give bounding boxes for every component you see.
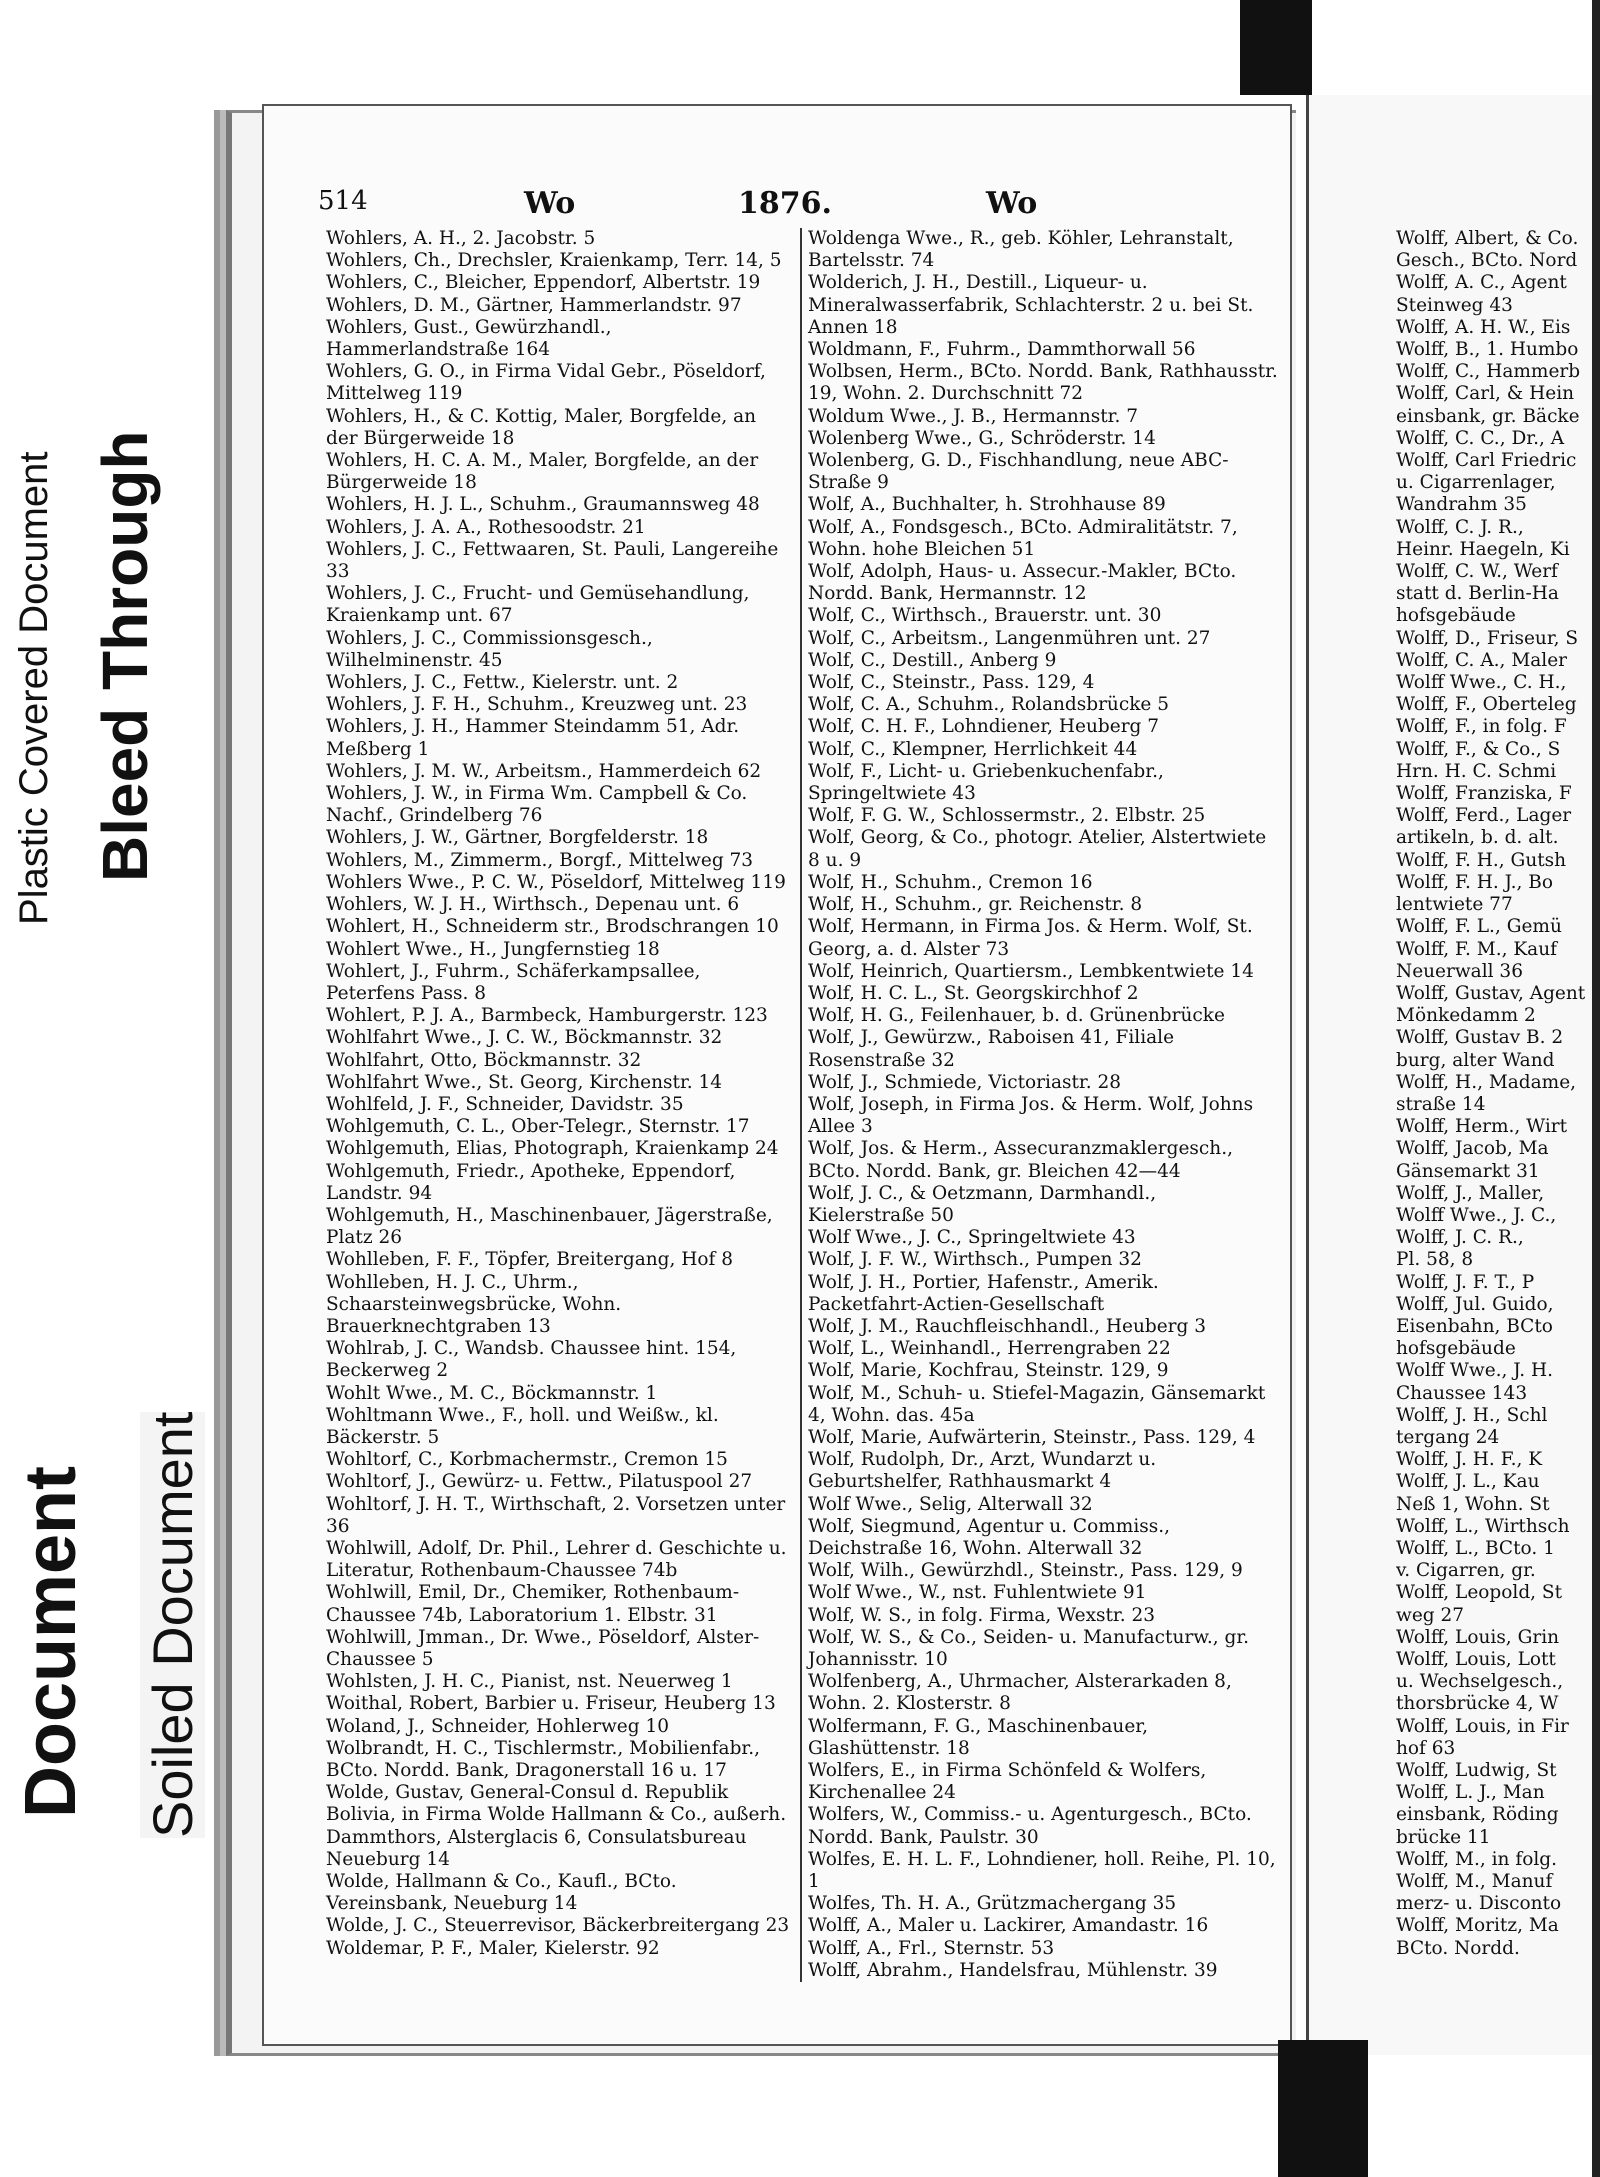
directory-entry: Wolf, C., Wirthsch., Brauerstr. unt. 30 [808,605,1162,627]
directory-entry: Wohlers, H. C. A. M., Maler, Borgfelde, an der Bürgerweide 18 [326,450,759,494]
binding-clip-top [1240,0,1312,95]
directory-entry: Wohlers, J. W., Gärtner, Borgfelderstr. 18 [326,827,709,849]
directory-entry: Wohlers, C., Bleicher, Eppendorf, Albertstr. 19 [326,272,761,294]
header-right-word: Wo [986,186,1038,221]
directory-entry: Wolf, M., Schuh- u. Stiefel-Magazin, Gänsemarkt 4, Wohn. das. 45a [808,1382,1266,1426]
directory-entry: Wolfers, W., Commiss.- u. Agenturgesch., BCto. Nordd. Bank, Paulstr. 30 [808,1804,1252,1848]
directory-entry: Eisenbahn, BCto [1396,1315,1553,1337]
directory-entry: Woldmann, F., Fuhrm., Dammthorwall 56 [808,339,1196,361]
directory-entry: hof 63 [1396,1737,1456,1759]
directory-entry: Wolfenberg, A., Uhrmacher, Alsterarkaden 8, Wohn. 2. Klosterstr. 8 [808,1671,1232,1715]
directory-entry: Wohlfahrt Wwe., J. C. W., Böckmannstr. 32 [326,1027,723,1049]
directory-entry: Wolff, C. J. R., [1396,516,1524,538]
directory-entry: Wolff, Jacob, Ma [1396,1138,1549,1160]
directory-entry: Wolf, C., Klempner, Herrlichkeit 44 [808,738,1138,760]
directory-entry: Wolff, F. M., Kauf [1396,938,1557,960]
directory-entry: Wolff, C. C., Dr., A [1396,427,1565,449]
directory-entry: Wohlers, G. O., in Firma Vidal Gebr., Pöseldorf, Mittelweg 119 [326,361,766,405]
directory-entry: Wolf, Rudolph, Dr., Arzt, Wundarzt u. Geburtshelfer, Rathhausmarkt 4 [808,1449,1157,1493]
directory-entry: Wolf, A., Buchhalter, h. Strohhause 89 [808,494,1166,516]
directory-entry: Wohlwill, Adolf, Dr. Phil., Lehrer d. Geschichte u. Literatur, Rothenbaum-Chaussee 74b [326,1537,787,1582]
directory-entry: Wolf, H., Schuhm., gr. Reichenstr. 8 [808,894,1143,916]
directory-entry: Wolf, C. H. F., Lohndiener, Heuberg 7 [808,716,1160,738]
directory-entry: lentwiete 77 [1396,894,1513,916]
directory-entry: Pl. 58, 8 [1396,1249,1474,1271]
directory-entry: Wolf, J. H., Portier, Hafenstr., Amerik. Packetfahrt-Actien-Gesellschaft [808,1271,1159,1315]
directory-entry: Wolf, J., Gewürzw., Raboisen 41, Filiale Rosenstraße 32 [808,1027,1175,1071]
directory-entry: Wolff, J. F. T., P [1396,1271,1535,1293]
directory-entry: Wohlers, D. M., Gärtner, Hammerlandstr. 97 [326,294,742,316]
directory-entry: Wolff, L., Wirthsch [1396,1515,1570,1537]
directory-entry: Wohlwill, Jmman., Dr. Wwe., Pöseldorf, Alster-Chaussee 5 [326,1626,760,1670]
directory-entry: Neuerwall 36 [1396,960,1523,982]
directory-entry: Wohlfeld, J. F., Schneider, Davidstr. 35 [326,1093,684,1115]
directory-entry: Wolf, H., Schuhm., Cremon 16 [808,871,1093,893]
directory-entry: Wolf, W. S., & Co., Seiden- u. Manufacturw., gr. Johannisstr. 10 [808,1626,1250,1670]
directory-entry: Wolff, H., Madame, [1396,1071,1577,1093]
directory-entry: Wolff, L. J., Man [1396,1782,1545,1804]
directory-entry: Woldenga Wwe., R., geb. Köhler, Lehranstalt, Bartelsstr. 74 [808,228,1234,272]
directory-entry: Wolff Wwe., C. H., [1396,672,1567,694]
directory-entry: Wohlers, J. F. H., Schuhm., Kreuzweg unt. 23 [326,694,748,716]
directory-entry: Woldemar, P. F., Maler, Kielerstr. 92 [326,1937,660,1959]
directory-entry: Wohlers, J. C., Fettw., Kielerstr. unt. 2 [326,672,679,694]
directory-entry: Wohlleben, F. F., Töpfer, Breitergang, Hof 8 [326,1249,734,1271]
directory-entry: Wolff, C. W., Werf [1396,561,1558,583]
directory-entry: Wolff, C. A., Maler [1396,649,1567,671]
directory-entry: brücke 11 [1396,1826,1491,1848]
directory-entry: weg 27 [1396,1604,1465,1626]
directory-entry: Wolff, M., in folg. [1396,1848,1557,1870]
directory-entry: Wolff, Carl Friedric [1396,450,1577,472]
directory-entry: Wolf, Marie, Aufwärterin, Steinstr., Pass. 129, 4 [808,1426,1256,1448]
directory-entry: Wolff, Ferd., Lager [1396,805,1572,827]
directory-entry: Wohltorf, C., Korbmachermstr., Cremon 15 [326,1449,728,1471]
directory-entry: Wolff, Louis, Grin [1396,1626,1560,1648]
directory-entry: Wolff, M., Manuf [1396,1871,1553,1893]
directory-entry: Chaussee 143 [1396,1382,1528,1404]
directory-entry: Wolff, F., & Co., S [1396,738,1561,760]
directory-entry: Wolde, Hallmann & Co., Kaufl., BCto. Vereinsbank, Neueburg 14 [326,1871,677,1915]
directory-entry: Wolff, A. C., Agent [1396,272,1567,294]
directory-entry: Wolff, Jul. Guido, [1396,1293,1554,1315]
directory-entry: Wolf, J. M., Rauchfleischhandl., Heuberg 3 [808,1315,1207,1337]
directory-entry: Wohlert, P. J. A., Barmbeck, Hamburgerstr. 123 [326,1005,768,1027]
directory-entry: tergang 24 [1396,1426,1500,1448]
directory-entry: Wolf, F. G. W., Schlossermstr., 2. Elbstr. 25 [808,805,1206,827]
directory-entry: Wolff, A., Frl., Sternstr. 53 [808,1937,1055,1959]
directory-entry: u. Cigarrenlager, [1396,472,1556,494]
directory-entry: Wolde, J. C., Steuerrevisor, Bäckerbreitergang 23 [326,1915,790,1937]
directory-entry: Wolf, Hermann, in Firma Jos. & Herm. Wolf, St. Georg, a. d. Alster 73 [808,916,1253,960]
directory-entry: Wolff, F. H. J., Bo [1396,871,1554,893]
directory-entry: Wohlsten, J. H. C., Pianist, nst. Neuerweg 1 [326,1671,733,1693]
directory-entry: statt d. Berlin-Ha [1396,583,1559,605]
directory-entry: Wolf, A., Fondsgesch., BCto. Admiralitätstr. 7, Wohn. hohe Bleichen 51 [808,516,1238,560]
directory-entry: u. Wechselgesch., [1396,1671,1564,1693]
directory-entry: straße 14 [1396,1093,1486,1115]
directory-entry: Wolff, B., 1. Humbo [1396,339,1579,361]
directory-entry: Wohlwill, Emil, Dr., Chemiker, Rothenbaum-Chaussee 74b, Laboratorium 1. Elbstr. 31 [326,1582,740,1626]
directory-entry: einsbank, Röding [1396,1804,1559,1826]
directory-entry: Wandrahm 35 [1396,494,1527,516]
directory-entry: Wolf, Marie, Kochfrau, Steinstr. 129, 9 [808,1360,1169,1382]
directory-column-2 [800,228,1278,1982]
directory-entry: Wohlers, H., & C. Kottig, Maler, Borgfelde, an der Bürgerweide 18 [326,405,757,449]
directory-entry: Wolff, J. L., Kau [1396,1471,1540,1493]
directory-column-1 [326,228,792,1960]
directory-entry: Wolff, Moritz, Ma [1396,1915,1559,1937]
directory-entry: Wolff, Gustav, Agent [1396,982,1586,1004]
directory-entry: Wolf, C., Arbeitsm., Langenmühren unt. 27 [808,627,1211,649]
directory-entry: Wolff Wwe., J. H. [1396,1360,1554,1382]
directory-entry: Wolff, Carl, & Hein [1396,383,1575,405]
directory-entry: Wolff, L., BCto. 1 [1396,1537,1555,1559]
directory-entry: Wohlers, J. C., Fettwaaren, St. Pauli, Langereihe 33 [326,538,779,583]
directory-entry: Wolf, J., Schmiede, Victoriastr. 28 [808,1071,1122,1093]
directory-entry: Wohltorf, J. H. T., Wirthschaft, 2. Vorsetzen unter 36 [326,1493,786,1537]
directory-entry: merz- u. Disconto [1396,1893,1562,1915]
directory-entry: Wohlgemuth, Elias, Photograph, Kraienkamp 24 [326,1138,779,1160]
header-left-word: Wo [524,186,576,221]
directory-entry: Wolff, J. H., Schl [1396,1404,1548,1426]
directory-entry: Wolf, C. A., Schuhm., Rolandsbrücke 5 [808,694,1170,716]
directory-entry: Wolff Wwe., J. C., [1396,1204,1557,1226]
directory-entry: Wolbsen, Herm., BCto. Nordd. Bank, Rathhausstr. 19, Wohn. 2. Durchschnitt 72 [808,361,1278,405]
directory-entry: Wolf, Siegmund, Agentur u. Commiss., Deichstraße 16, Wohn. Alterwall 32 [808,1515,1170,1559]
directory-entry: Wolff, J. H. F., K [1396,1449,1543,1471]
directory-entry: Woldum Wwe., J. B., Hermannstr. 7 [808,405,1139,427]
directory-entry: Wolff, A., Maler u. Lackirer, Amandastr. 16 [808,1915,1209,1937]
facing-page-column [1396,228,1600,1960]
directory-entry: Wohlers, M., Zimmerm., Borgf., Mittelweg 73 [326,849,754,871]
directory-entry: hofsgebäude [1396,605,1516,627]
directory-entry: thorsbrücke 4, W [1396,1693,1559,1715]
directory-entry: Wolf, F., Licht- u. Griebenkuchenfabr., Springeltwiete 43 [808,760,1164,805]
directory-entry: Wohlt Wwe., M. C., Böckmannstr. 1 [326,1382,658,1404]
directory-entry: Wohlers, W. J. H., Wirthsch., Depenau unt. 6 [326,894,740,916]
directory-entry: Wohlert, H., Schneiderm str., Brodschrangen 10 [326,916,779,938]
directory-entry: Wolf Wwe., J. C., Springeltwiete 43 [808,1227,1136,1249]
directory-entry: Wohlfahrt, Otto, Böckmannstr. 32 [326,1049,642,1071]
directory-entry: Gesch., BCto. Nord [1396,250,1578,272]
directory-entry: Wolff, F., Oberteleg [1396,694,1577,716]
directory-entry: Wolff, Louis, in Fir [1396,1715,1569,1737]
directory-entry: Wolfers, E., in Firma Schönfeld & Wolfers, Kirchenallee 24 [808,1760,1207,1804]
directory-entry: Wohlers, J. H., Hammer Steindamm 51, Adr. Meßberg 1 [326,716,740,760]
binding-clip-bottom [1278,2040,1368,2177]
directory-entry: Wohlers, J. A. A., Rothesoodstr. 21 [326,516,646,538]
plastic-covered-label: Plastic Covered Document [12,451,56,925]
directory-entry: Wolff, F., in folg. F [1396,716,1567,738]
directory-entry: Wohltmann Wwe., F., holl. und Weißw., kl. Bäckerstr. 5 [326,1404,719,1448]
directory-entry: Wolf, L., Weinhandl., Herrengraben 22 [808,1338,1171,1360]
directory-entry: Wolff, Herm., Wirt [1396,1116,1568,1138]
directory-entry: Wolf, Wilh., Gewürzhdl., Steinstr., Pass. 129, 9 [808,1560,1243,1582]
directory-entry: Wolff, Leopold, St [1396,1582,1563,1604]
directory-entry: Wohlgemuth, C. L., Ober-Telegr., Sternstr. 17 [326,1116,750,1138]
directory-entry: Woithal, Robert, Barbier u. Friseur, Heuberg 13 [326,1693,776,1715]
directory-entry: Wolf, Georg, & Co., photogr. Atelier, Alstertwiete 8 u. 9 [808,827,1267,871]
directory-entry: Wolenberg, G. D., Fischhandlung, neue ABC-Straße 9 [808,450,1229,494]
soiled-document-label: Soiled Document [141,1411,204,1838]
directory-entry: artikeln, b. d. alt. [1396,827,1559,849]
directory-entry: Wohlert Wwe., H., Jungfernstieg 18 [326,938,660,960]
page-header [318,186,1218,226]
directory-entry: Wolderich, J. H., Destill., Liqueur- u. Mineralwasserfabrik, Schlachterstr. 2 u. bei St. Annen 18 [808,272,1254,338]
page-number: 514 [318,186,368,216]
directory-entry: Wohlers, J. C., Commissionsgesch., Wilhelminenstr. 45 [326,627,653,671]
directory-entry: Wohlers, J. W., in Firma Wm. Campbell & Co. Nachf., Grindelberg 76 [326,783,748,827]
directory-entry: Wolff, Gustav B. 2 [1396,1027,1564,1049]
directory-entry: hofsgebäude [1396,1338,1516,1360]
directory-entry: Steinweg 43 [1396,294,1513,316]
directory-entry: Wolf, Adolph, Haus- u. Assecur.-Makler, BCto. Nordd. Bank, Hermannstr. 12 [808,561,1237,605]
directory-entry: Wolff, D., Friseur, S [1396,627,1579,649]
directory-entry: Wolf, Heinrich, Quartiersm., Lembkentwiete 14 [808,960,1254,982]
directory-entry: einsbank, gr. Bäcke [1396,405,1580,427]
directory-entry: Wohlers, J. M. W., Arbeitsm., Hammerdeich 62 [326,760,762,782]
directory-entry: Wolff, Franziska, F [1396,783,1572,805]
directory-entry: Wolf, H. G., Feilenhauer, b. d. Grünenbrücke [808,1005,1225,1027]
directory-entry: Wolff, F. L., Gemü [1396,916,1562,938]
directory-entry: Wolf, J. F. W., Wirthsch., Pumpen 32 [808,1249,1142,1271]
directory-entry: Wolf, C., Destill., Anberg 9 [808,649,1057,671]
directory-entry: Wolf Wwe., W., nst. Fuhlentwiete 91 [808,1582,1147,1604]
directory-entry: Wolf, H. C. L., St. Georgskirchhof 2 [808,982,1139,1004]
document-label: Document [11,1465,91,1818]
directory-entry: Wolff, Louis, Lott [1396,1649,1556,1670]
directory-entry: Wolff, J. C. R., [1396,1227,1524,1249]
directory-entry: burg, alter Wand [1396,1049,1555,1071]
directory-entry: Wolff, A. H. W., Eis [1396,316,1571,338]
directory-entry: Wolde, Gustav, General-Consul d. Republik Bolivia, in Firma Wolde Hallmann & Co., außerh. Dammthors, Alsterglacis 6, Consulatsbureau Neueburg 14 [326,1782,787,1870]
directory-entry: Heinr. Haegeln, Ki [1396,538,1570,560]
directory-entry: Wolff, F. H., Gutsh [1396,849,1567,871]
directory-entry: Hrn. H. C. Schmi [1396,760,1557,782]
directory-entry: Wohlert, J., Fuhrm., Schäferkampsallee, Peterfens Pass. 8 [326,960,701,1004]
directory-entry: Wolf, J. C., & Oetzmann, Darmhandl., Kielerstraße 50 [808,1182,1157,1226]
directory-entry: Wohlers, A. H., 2. Jacobstr. 5 [326,228,596,249]
directory-entry: Wohlers, J. C., Frucht- und Gemüsehandlung, Kraienkamp unt. 67 [326,583,750,627]
directory-entry: v. Cigarren, gr. [1396,1560,1536,1582]
directory-entry: Neß 1, Wohn. St [1396,1493,1550,1515]
directory-entry: Wolenberg Wwe., G., Schröderstr. 14 [808,427,1156,449]
directory-entry: Wolff, J., Maller, [1396,1182,1545,1204]
directory-entry: Wolfes, Th. H. A., Grützmachergang 35 [808,1893,1177,1915]
directory-entry: Wolf, Joseph, in Firma Jos. & Herm. Wolf, Johns Allee 3 [808,1093,1254,1138]
directory-entry: Wolff, C., Hammerb [1396,361,1581,383]
directory-entry: Wolf Wwe., Selig, Alterwall 32 [808,1493,1093,1515]
directory-entry: Mönkedamm 2 [1396,1005,1536,1027]
directory-entry: Wolfes, E. H. L. F., Lohndiener, holl. Reihe, Pl. 10, 1 [808,1848,1276,1893]
directory-entry: Wolfermann, F. G., Maschinenbauer, Glashüttenstr. 18 [808,1715,1148,1759]
directory-entry: Wohlers, Ch., Drechsler, Kraienkamp, Terr. 14, 5 [326,250,782,272]
directory-entry: Wohlers, H. J. L., Schuhm., Graumannsweg 48 [326,494,760,516]
directory-entry: Wohlgemuth, H., Maschinenbauer, Jägerstraße, Platz 26 [326,1204,773,1249]
directory-entry: Wohlleben, H. J. C., Uhrm., Schaarsteinwegsbrücke, Wohn. Brauerknechtgraben 13 [326,1271,622,1337]
directory-entry: Wohlfahrt Wwe., St. Georg, Kirchenstr. 14 [326,1071,723,1093]
directory-entry: Wolff, Abrahm., Handelsfrau, Mühlenstr. 39 [808,1959,1218,1981]
directory-entry: Wohlers Wwe., P. C. W., Pöseldorf, Mittelweg 119 [326,871,786,893]
directory-entry: Wohlgemuth, Friedr., Apotheke, Eppendorf, Landstr. 94 [326,1160,736,1204]
directory-entry: Wolf, Jos. & Herm., Assecuranzmaklergesch., BCto. Nordd. Bank, gr. Bleichen 42—44 [808,1138,1233,1182]
directory-entry: Woland, J., Schneider, Hohlerweg 10 [326,1715,670,1737]
directory-entry: Wohlers, Gust., Gewürzhandl., Hammerlandstraße 164 [326,316,612,361]
directory-entry: Wolff, Albert, & Co. [1396,228,1579,249]
directory-entry: Wolf, C., Steinstr., Pass. 129, 4 [808,672,1095,694]
directory-entry: Wolff, Ludwig, St [1396,1760,1557,1782]
directory-entry: BCto. Nordd. [1396,1937,1520,1959]
bleed-through-label: Bleed Through [89,430,161,882]
directory-entry: Wolbrandt, H. C., Tischlermstr., Mobilienfabr., BCto. Nordd. Bank, Dragonerstall 16 u. 17 [326,1737,761,1782]
directory-entry: Wohlrab, J. C., Wandsb. Chaussee hint. 154, Beckerweg 2 [326,1338,737,1382]
directory-entry: Gänsemarkt 31 [1396,1160,1540,1182]
header-year: 1876. [738,186,832,221]
directory-entry: Wolf, W. S., in folg. Firma, Wexstr. 23 [808,1604,1156,1626]
directory-entry: Wohltorf, J., Gewürz- u. Fettw., Pilatuspool 27 [326,1471,753,1493]
